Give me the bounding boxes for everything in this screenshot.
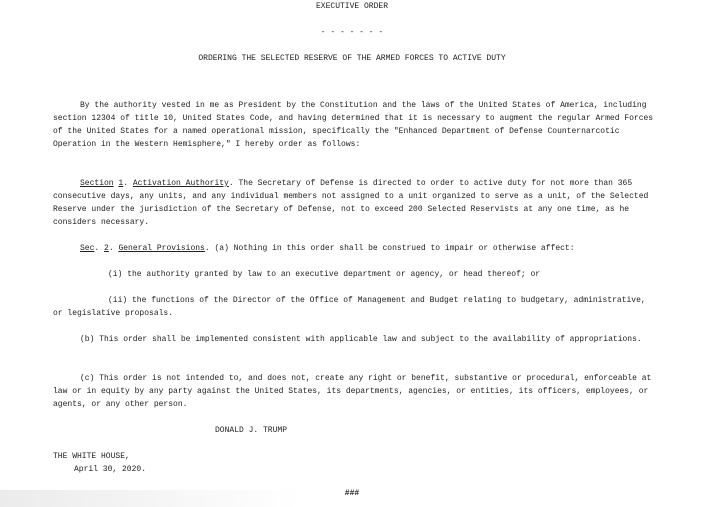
document-title: EXECUTIVE ORDER	[315, 2, 388, 11]
section-2b: (b) This order shall be implemented consistent with applicable law and subject to the availability of appropriations.	[80, 335, 642, 344]
section-1-heading: Activation Authority	[132, 179, 229, 188]
section-1-text: The Secretary of Defense is directed to order to active duty for not more than 365 consecutive days, any units, and any individual members not assigned to a unit organized to serve as a unit, of the Selected Reserve under the jurisdiction of the Secretary of Defense, not to exceed 200 Selected Reservists at any one time, as he considers necessary.	[53, 179, 649, 227]
section-2-paragraph: Sec. 2. General Provisions. (a) Nothing in this order shall be construed to impair or otherwise affect:	[80, 244, 575, 253]
title-separator: - - - - - - -	[320, 28, 384, 37]
issue-date: April 30, 2020.	[74, 465, 147, 474]
section-2-heading: General Provisions	[118, 244, 205, 253]
preamble-paragraph: By the authority vested in me as President by the Constitution and the laws of the United States of America, including section 12304 of title 10, United States Code, and having determined that it is necessary to augment the regular Armed Forces of the United States for a named operational mission, specifically the "Enhanced Department of Defense Counternarcotic Operation in the Western Hemisphere," I hereby order as follows:	[53, 101, 654, 149]
section-2-number: 2	[104, 244, 109, 253]
section-1-paragraph: Section 1. Activation Authority. The Secretary of Defense is directed to order to active duty for not more than 365 consecutive days, any units, and any individual members not assigned to a unit organized to serve as a unit, of the Selected Reserve under the jurisdiction of the Secretary of Defense, not to exceed 200 Selected Reservists at any one time, as he considers necessary.	[53, 179, 649, 227]
section-2a-intro: (a) Nothing in this order shall be construed to impair or otherwise affect:	[214, 244, 575, 253]
order-subject: ORDERING THE SELECTED RESERVE OF THE ARMED FORCES TO ACTIVE DUTY	[198, 54, 506, 63]
section-1-number: 1	[118, 179, 124, 188]
section-2a-i: (i) the authority granted by law to an executive department or agency, or head thereof; or	[108, 270, 541, 279]
issuing-place: THE WHITE HOUSE,	[53, 452, 130, 461]
signature: DONALD J. TRUMP	[215, 426, 288, 435]
section-2a-ii: (ii) the functions of the Director of the Office of Management and Budget relating to budgetary, administrative, or legislative proposals.	[53, 296, 646, 318]
section-1-label: Section	[80, 179, 114, 188]
section-2-label: Sec	[80, 244, 95, 253]
section-2c: (c) This order is not intended to, and does not, create any right or benefit, substantive or procedural, enforceable at law or in equity by any party against the United States, its departments, agencies, or entities, its officers, employees, or agents, or any other person.	[53, 374, 652, 409]
end-mark: ###	[344, 489, 360, 498]
